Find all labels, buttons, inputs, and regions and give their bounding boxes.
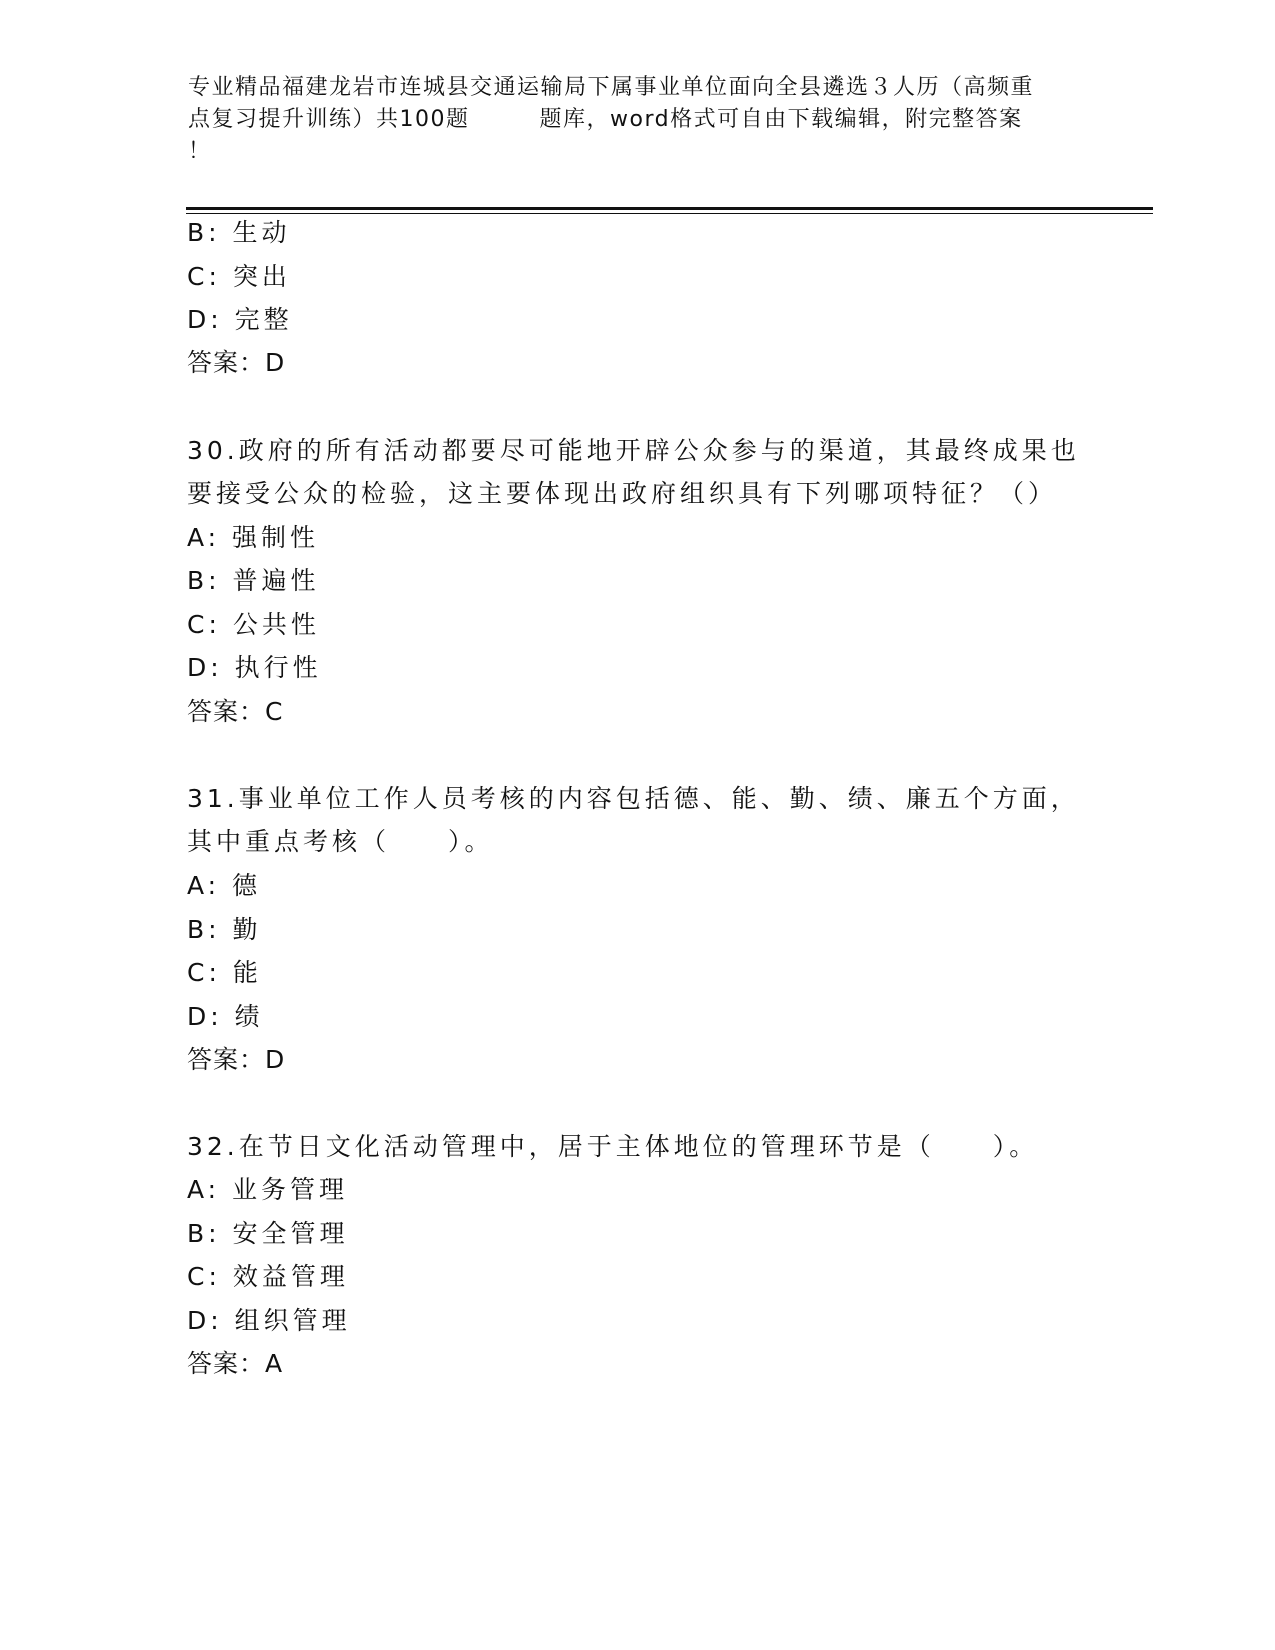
header-title-line-2	[188, 104, 1093, 136]
header-title-line-3: ！	[188, 139, 212, 164]
q30-question-line-1: 30.政府的所有活动都要尽可能地开辟公众参与的渠道，其最终成果也	[187, 436, 1080, 465]
header-title-part-1: 点复习提升训练）共100题	[188, 107, 470, 132]
q30-option-d: D: 执行性	[187, 653, 322, 682]
q32-option-c: C: 效益管理	[187, 1262, 349, 1291]
q30-question-line-2: 要接受公众的检验，这主要体现出政府组织具有下列哪项特征？（）	[187, 479, 1058, 508]
header-divider-thick	[186, 207, 1153, 210]
q31-option-c: C: 能	[187, 958, 262, 987]
document-header	[188, 72, 1093, 168]
q30-option-c: C: 公共性	[187, 610, 320, 639]
q29-option-c: C: 突出	[187, 262, 291, 291]
q29-option-d: D: 完整	[187, 305, 293, 334]
q31-option-d: D: 绩	[187, 1002, 264, 1031]
q31-answer: 答案：D	[187, 1045, 286, 1074]
q29-option-b: B: 生动	[187, 218, 291, 247]
q32-option-b: B: 安全管理	[187, 1219, 349, 1248]
header-title-line-1: 专业精品福建龙岩市连城县交通运输局下属事业单位面向全县遴选３人历（高频重	[188, 75, 1035, 100]
q30-option-b: B: 普遍性	[187, 566, 320, 595]
header-title-part-2: 题库，word格式可自由下载编辑，附完整答案	[539, 107, 1023, 132]
q32-question-line-1: 32.在节日文化活动管理中，居于主体地位的管理环节是（ ）。	[187, 1132, 1039, 1161]
q32-option-a: A: 业务管理	[187, 1175, 349, 1204]
q30-answer: 答案：C	[187, 697, 284, 726]
q30-option-a: A: 强制性	[187, 523, 320, 552]
q32-option-d: D: 组织管理	[187, 1306, 351, 1335]
q31-question-line-1: 31.事业单位工作人员考核的内容包括德、能、勤、绩、廉五个方面，	[187, 784, 1080, 813]
q29-answer: 答案：D	[187, 348, 286, 377]
q31-option-a: A: 德	[187, 871, 262, 900]
q32-answer: 答案：A	[187, 1349, 284, 1378]
header-divider-thin	[186, 213, 1153, 214]
q31-question-line-2: 其中重点考核（ ）。	[187, 827, 494, 856]
q31-option-b: B: 勤	[187, 915, 262, 944]
